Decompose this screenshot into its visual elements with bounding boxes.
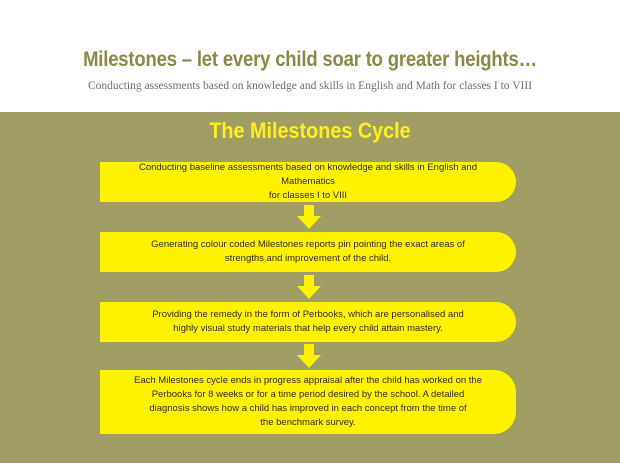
down-arrow-icon — [297, 205, 321, 229]
step-text-line: Perbooks for 8 weeks or for a time period desired by the school. A detailed — [151, 389, 465, 400]
step-text-line: Each Milestones cycle ends in progress appraisal after the child has worked on the — [134, 375, 482, 386]
cycle-step-1 — [100, 162, 516, 202]
step-text-line: strengths and improvement of the child. — [224, 253, 392, 264]
down-arrow-icon — [297, 344, 321, 368]
cycle-step-4 — [100, 370, 516, 434]
page-subtitle: Conducting assessments based on knowledge and skills in English and Math for classes I to VIII — [87, 80, 533, 92]
step-text-line: highly visual study materials that help every child attain mastery. — [173, 323, 443, 334]
step-text-line: for classes I to VIII — [268, 190, 348, 201]
header — [0, 0, 620, 112]
step-text-line: Generating colour coded Milestones reports pin pointing the exact areas of — [151, 239, 465, 250]
step-text-line: Providing the remedy in the form of Perbooks, which are personalised and — [152, 309, 464, 320]
cycle-step-3 — [100, 302, 516, 342]
page-title: Milestones – let every child soar to greater heights… — [83, 48, 537, 71]
down-arrow-icon — [297, 275, 321, 299]
cycle-title: The Milestones Cycle — [209, 118, 411, 143]
step-text-line: Conducting baseline assessments based on knowledge and skills in English and Mathematics — [139, 162, 477, 187]
step-text-line: the benchmark survey. — [260, 417, 356, 428]
cycle-step-2 — [100, 232, 516, 272]
step-text-line: diagnosis shows how a child has improved in each concept from the time of — [149, 403, 467, 414]
